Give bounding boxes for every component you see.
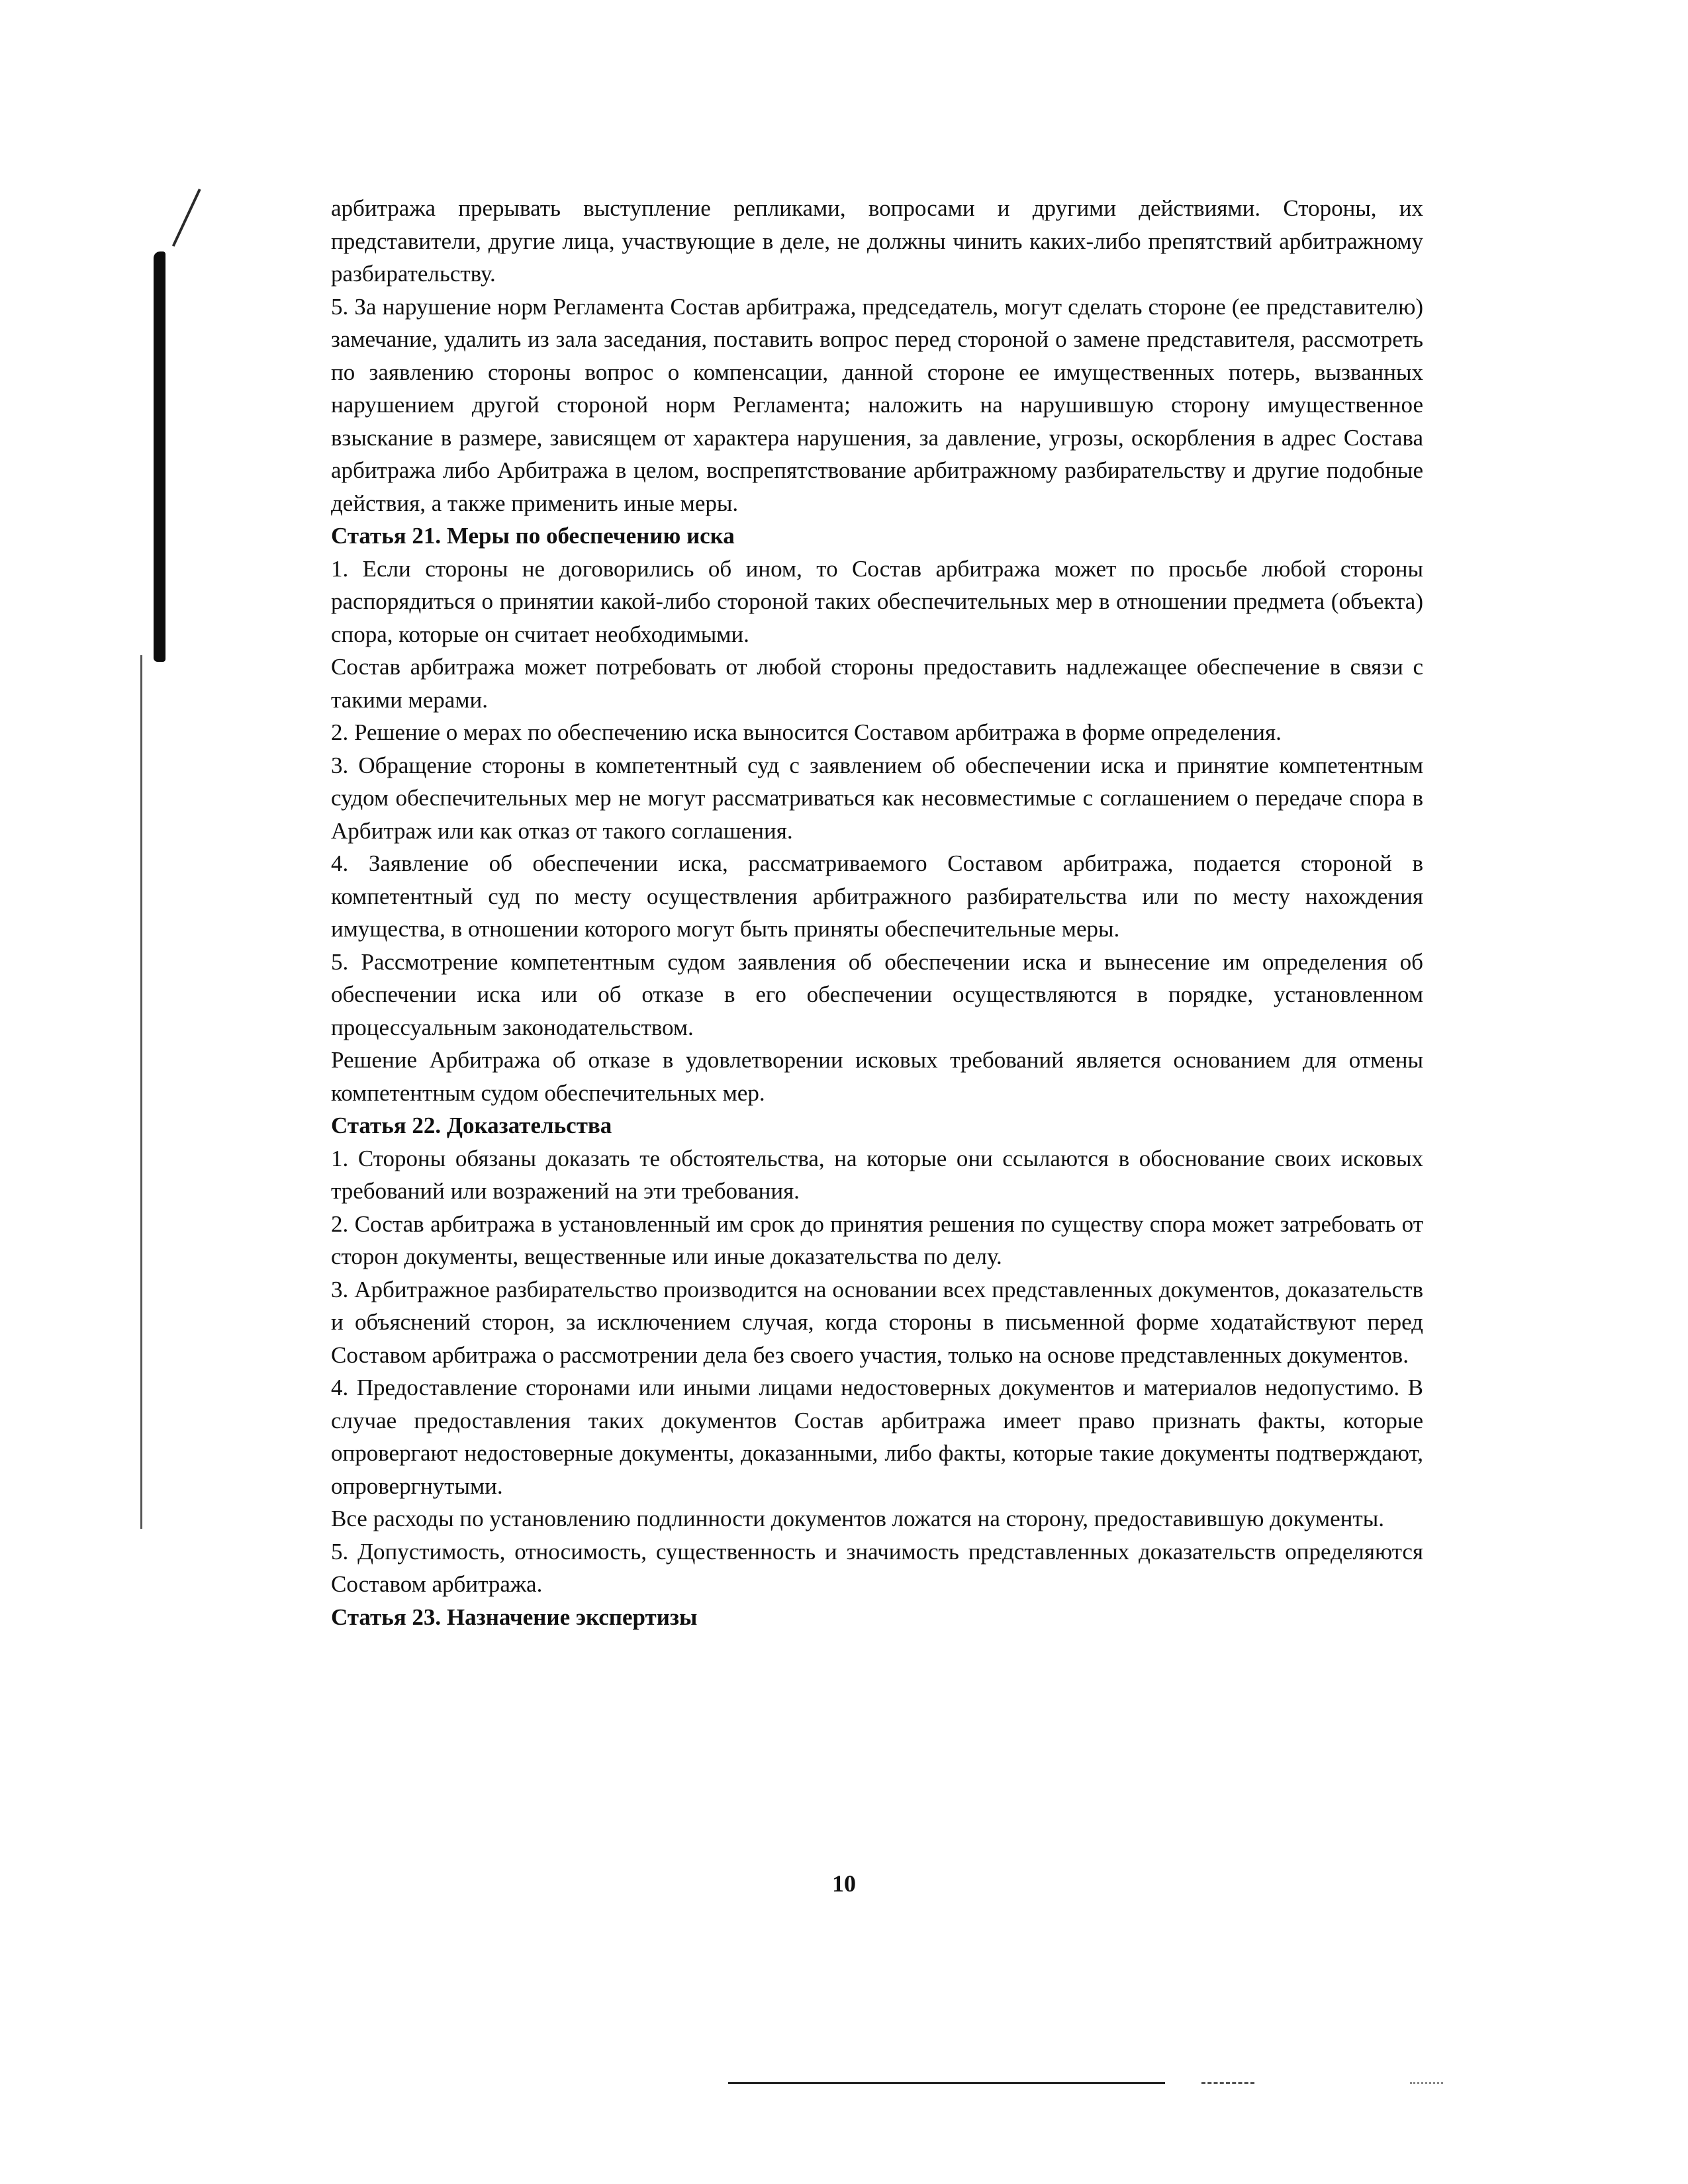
paragraph: 3. Арбитражное разбирательство производится на основании всех представленных документов, доказательств и объяснений сторон, за исключением случая, когда стороны в письменной форме ходатайствуют перед Составом арбитража о рассмотрении дела без своего участия, только на основе представленных документов. [331,1276,1423,1368]
footer-dots [1410,2082,1443,2084]
paragraph: 4. Предоставление сторонами или иными лицами недостоверных документов и материалов недопустимо. В случае предоставления таких документов Состав арбитража имеет право признать факты, которые опровергают недостоверные документы, доказанными, либо факты, которые такие документы подтверждают, опровергнутыми. [331,1375,1423,1499]
paragraph: 2. Решение о мерах по обеспечению иска выносится Составом арбитража в форме определения. [331,719,1282,745]
paragraph: 1. Если стороны не договорились об ином, то Состав арбитража может по просьбе любой стороны распорядиться о принятии какой-либо стороной таких обеспечительных мер в отношении предмета (объекта) спора, которые он считает необходимыми. [331,555,1423,647]
article-heading: Статья 22. Доказательства [331,1113,612,1138]
paragraph: 1. Стороны обязаны доказать те обстоятельства, на которые они ссылаются в обоснование своих исковых требований или возражений на эти требования. [331,1145,1423,1204]
page-number: 10 [832,1870,856,1897]
paragraph: Решение Арбитража об отказе в удовлетворении исковых требований является основанием для отмены компетентным судом обеспечительных мер. [331,1047,1423,1106]
paragraph: арбитража прерывать выступление репликами, вопросами и другими действиями. Стороны, их представители, другие лица, участвующие в деле, не должны чинить каких-либо препятствий арбитражному разбирательству. [331,195,1423,287]
paragraph: Состав арбитража может потребовать от любой стороны предоставить надлежащее обеспечение в связи с такими мерами. [331,654,1423,713]
article-heading: Статья 23. Назначение экспертизы [331,1604,698,1630]
paragraph: 5. Допустимость, относимость, существенность и значимость представленных доказательств определяются Составом арбитража. [331,1538,1423,1597]
paragraph: 5. Рассмотрение компетентным судом заявления об обеспечении иска и вынесение им определения об обеспечении иска или об отказе в его обеспечении осуществляются в порядке, установленном процессуальным законодательством. [331,948,1423,1040]
paragraph: 3. Обращение стороны в компетентный суд с заявлением об обеспечении иска и принятие компетентным судом обеспечительных мер не могут рассматриваться как несовместимые с соглашением о передаче спора в Арбитраж или как отказ от такого соглашения. [331,752,1423,844]
article-heading: Статья 21. Меры по обеспечению иска [331,523,735,549]
footer-dash [1201,2082,1254,2084]
scan-artifact-edge-line [140,655,142,1529]
scan-artifact-mark [172,189,201,247]
paragraph: 4. Заявление об обеспечении иска, рассматриваемого Составом арбитража, подается стороной в компетентный суд по месту осуществления арбитражного разбирательства или по месту нахождения имущества, в отношении которого могут быть приняты обеспечительные меры. [331,850,1423,942]
document-body [331,192,1423,1633]
footer-rule [728,2082,1165,2084]
scan-artifact-binding-shadow [154,251,165,662]
paragraph: Все расходы по установлению подлинности документов ложатся на сторону, предоставившую документы. [331,1506,1384,1531]
paragraph: 2. Состав арбитража в установленный им срок до принятия решения по существу спора может затребовать от сторон документы, вещественные или иные доказательства по делу. [331,1210,1423,1269]
paragraph: 5. За нарушение норм Регламента Состав арбитража, председатель, могут сделать стороне (ее представителю) замечание, удалить из зала заседания, поставить вопрос перед стороной о замене представителя, рассмотреть по заявлению стороны вопрос о компенсации, данной стороне ее имущественных потерь, вызванных нарушением другой стороной норм Регламента; наложить на нарушившую сторону имущественное взыскание в размере, зависящем от характера нарушения, за давление, угрозы, оскорбления в адрес Состава арбитража либо Арбитража в целом, воспрепятствование арбитражному разбирательству и другие подобные действия, а также применить иные меры. [331,293,1423,516]
